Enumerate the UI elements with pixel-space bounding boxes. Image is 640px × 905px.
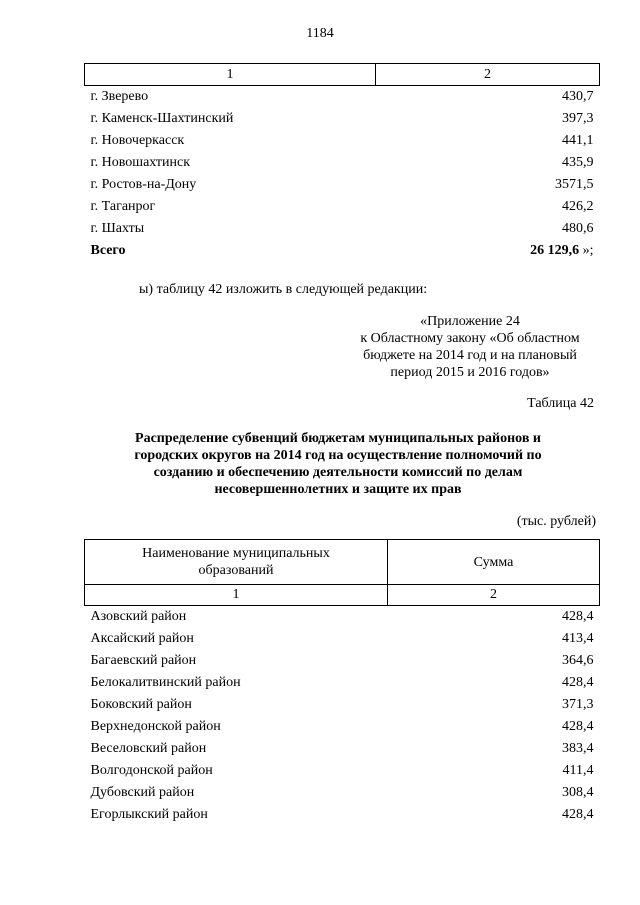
row-name: Егорлыкский район bbox=[90, 807, 208, 822]
row-name: г. Новочеркасск bbox=[90, 133, 185, 148]
table-header-row bbox=[85, 540, 600, 585]
table-row bbox=[85, 694, 600, 716]
row-value: 430,7 bbox=[562, 89, 594, 104]
table-row bbox=[85, 86, 600, 109]
column-number-2: 2 bbox=[388, 585, 600, 606]
row-name: Азовский район bbox=[90, 609, 187, 624]
total-value-cell bbox=[376, 240, 600, 262]
row-value: 413,4 bbox=[562, 631, 594, 646]
heading-line: несовершеннолетних и защите их прав bbox=[214, 482, 462, 497]
table-row bbox=[85, 628, 600, 650]
row-value: 397,3 bbox=[562, 111, 594, 126]
row-name: Волгодонской район bbox=[90, 763, 213, 778]
row-name: г. Новошахтинск bbox=[90, 155, 191, 170]
row-name: Боковский район bbox=[90, 697, 192, 712]
row-value: 441,1 bbox=[562, 133, 594, 148]
row-value: 426,2 bbox=[562, 199, 594, 214]
table-row bbox=[85, 196, 600, 218]
row-name: г. Ростов-на-Дону bbox=[90, 177, 197, 192]
appendix-line: «Приложение 24 bbox=[420, 314, 520, 329]
row-value: 3571,5 bbox=[555, 177, 594, 192]
table-row bbox=[85, 760, 600, 782]
table-row bbox=[85, 130, 600, 152]
row-value: 428,4 bbox=[562, 609, 594, 624]
row-value: 435,9 bbox=[562, 155, 594, 170]
row-name: Веселовский район bbox=[90, 741, 207, 756]
column-number-2: 2 bbox=[376, 64, 600, 86]
table-row bbox=[85, 716, 600, 738]
appendix-reference bbox=[330, 313, 610, 381]
row-name: г. Зверево bbox=[90, 89, 149, 104]
table-row bbox=[85, 108, 600, 130]
header-name-cell bbox=[85, 540, 388, 585]
table-row bbox=[85, 650, 600, 672]
appendix-line: к Областному закону «Об областном bbox=[360, 331, 580, 346]
appendix-line: бюджете на 2014 год и на плановый bbox=[363, 348, 577, 363]
appendix-line: период 2015 и 2016 годов» bbox=[390, 365, 550, 380]
table-header-row bbox=[85, 64, 600, 86]
table-row bbox=[85, 174, 600, 196]
table-heading bbox=[100, 430, 576, 498]
table-row bbox=[85, 804, 600, 826]
heading-line: городских округов на 2014 год на осуществление полномочий по bbox=[134, 448, 542, 463]
row-value: 364,6 bbox=[562, 653, 594, 668]
table-row bbox=[85, 606, 600, 629]
row-value: 428,4 bbox=[562, 719, 594, 734]
units-label: (тыс. рублей) bbox=[516, 514, 596, 529]
row-value: 308,4 bbox=[562, 785, 594, 800]
table-row bbox=[85, 782, 600, 804]
row-value: 411,4 bbox=[562, 763, 594, 778]
closing-quote: »; bbox=[579, 243, 594, 258]
row-name: Белокалитвинский район bbox=[90, 675, 241, 690]
table-row bbox=[85, 152, 600, 174]
column-numbers-row bbox=[85, 585, 600, 606]
heading-line: Распределение субвенций бюджетам муниципальных районов и bbox=[135, 431, 541, 446]
row-name: Багаевский район bbox=[90, 653, 197, 668]
header-name-line: Наименование муниципальных bbox=[142, 546, 330, 561]
row-name: Аксайский район bbox=[90, 631, 194, 646]
table-cities-allocation bbox=[84, 63, 600, 262]
row-value: 383,4 bbox=[562, 741, 594, 756]
row-value: 371,3 bbox=[562, 697, 594, 712]
table-row bbox=[85, 218, 600, 240]
table-label: Таблица 42 bbox=[527, 396, 594, 411]
row-name: г. Шахты bbox=[90, 221, 145, 236]
column-number-1: 1 bbox=[85, 64, 376, 86]
page-number: 1184 bbox=[306, 26, 334, 41]
row-name: Верхнедонской район bbox=[90, 719, 221, 734]
row-value: 428,4 bbox=[562, 807, 594, 822]
amendment-intro-text: ы) таблицу 42 изложить в следующей редакции: bbox=[139, 282, 428, 297]
heading-line: созданию и обеспечению деятельности комиссий по делам bbox=[153, 465, 523, 480]
row-name: г. Каменск-Шахтинский bbox=[90, 111, 234, 126]
row-name: Дубовский район bbox=[90, 785, 195, 800]
total-row bbox=[85, 240, 600, 262]
header-sum-cell: Сумма bbox=[388, 540, 600, 585]
total-label: Всего bbox=[90, 243, 126, 258]
table-districts-allocation bbox=[84, 539, 600, 826]
table-row bbox=[85, 672, 600, 694]
total-value: 26 129,6 bbox=[530, 243, 580, 258]
row-value: 428,4 bbox=[562, 675, 594, 690]
column-number-1: 1 bbox=[85, 585, 388, 606]
row-name: г. Таганрог bbox=[90, 199, 156, 214]
table-row bbox=[85, 738, 600, 760]
row-value: 480,6 bbox=[562, 221, 594, 236]
header-name-line: образований bbox=[198, 563, 274, 578]
